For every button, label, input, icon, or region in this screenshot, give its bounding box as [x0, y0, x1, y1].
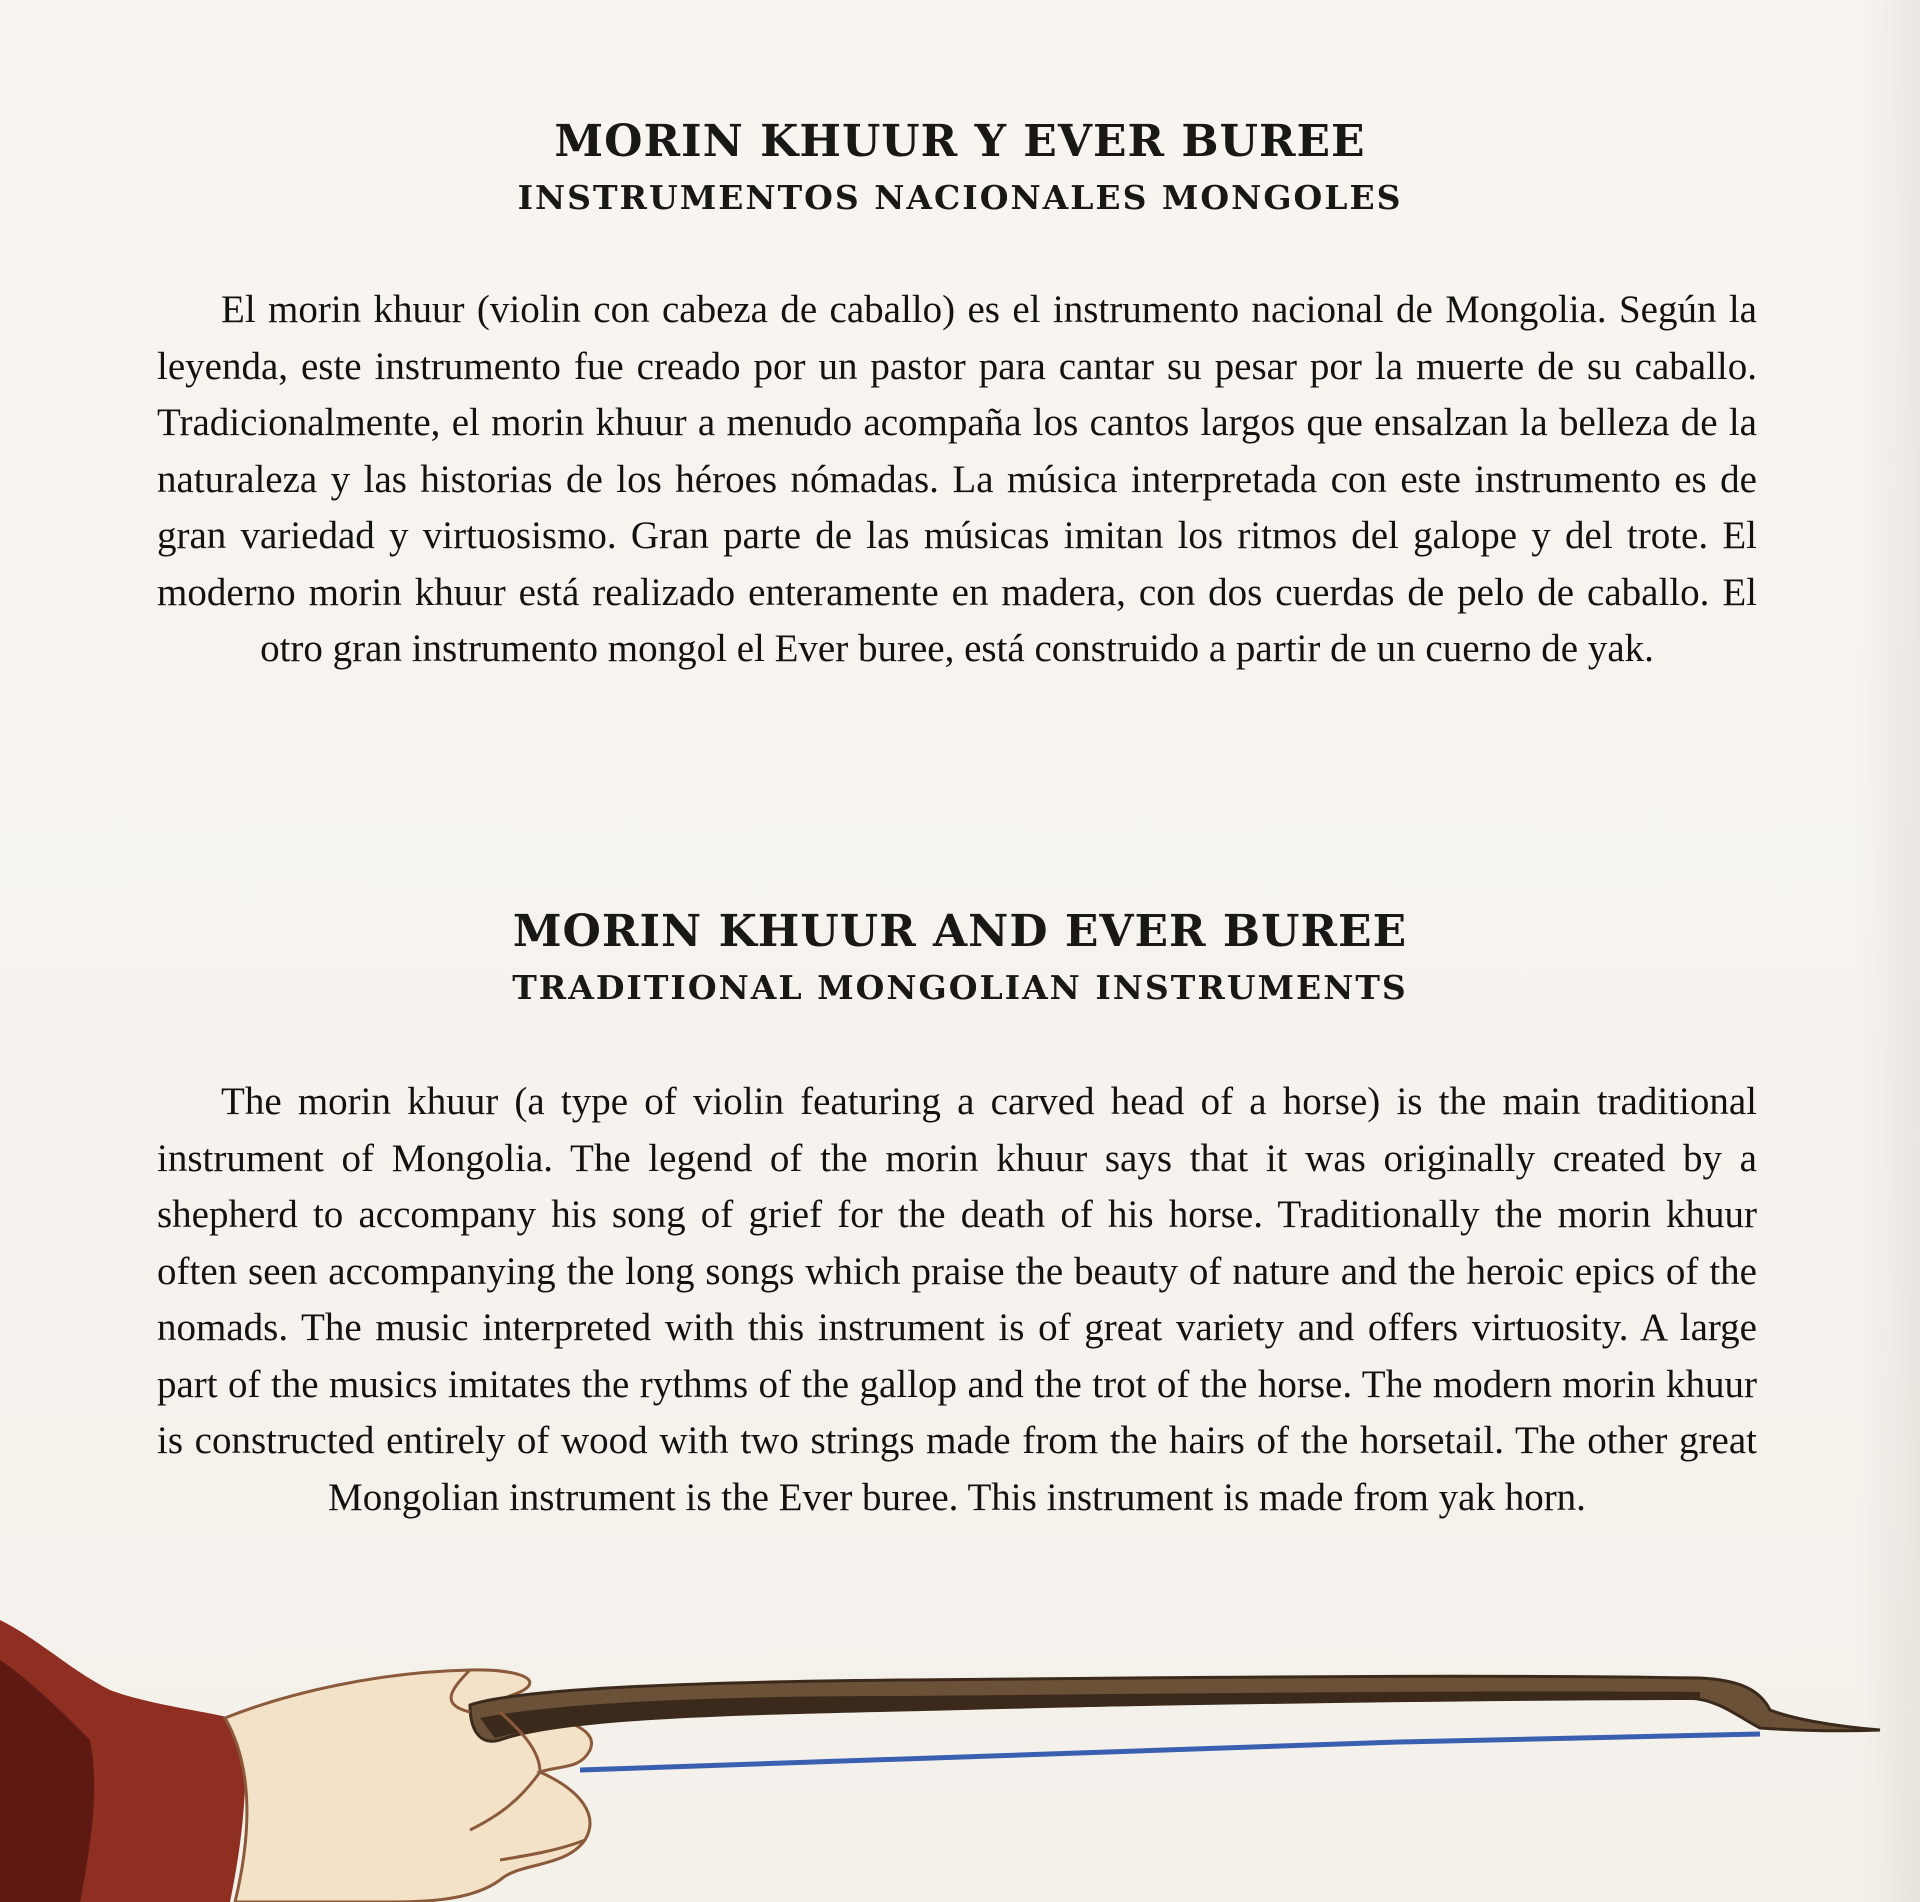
english-subtitle: TRADITIONAL MONGOLIAN INSTRUMENTS [512, 968, 1408, 1007]
english-title: MORIN KHUUR AND EVER BUREE [512, 906, 1408, 957]
english-paragraph: The morin khuur (a type of violin featuring a carved head of a horse) is the main traditional instrument of Mongolia. The legend of the morin khuur says that it was originally created by a shepherd to accompany his song of grief for the death of his horse. Traditionally the morin khuur often seen accompanying the long songs which praise the beauty of nature and the heroic epics of the nomads. The music interpreted with this instrument is of great variety and offers virtuosity. A large part of the musics imitates the rythms of the gallop and the trot of the horse. The modern morin khuur is constructed entirely of wood with two strings made from the hairs of the horsetail. The other great Mongolian instrument is the Ever buree. This instrument is made from yak horn. [157, 1080, 1757, 1519]
spanish-paragraph: El morin khuur (violin con cabeza de caballo) es el instrumento nacional de Mongolia. Según la leyenda, este instrumento fue creado por un pastor para cantar su pesar por la muerte de su caballo. Tradicionalmente, el morin khuur a menudo acompaña los cantos largos que ensalzan la belleza de la naturaleza y las historias de los héroes nómadas. La música interpretada con este instrumento es de gran variedad y virtuosismo. Gran parte de las músicas imitan los ritmos del galope y del trote. El moderno morin khuur está realizado enteramente en madera, con dos cuerdas de pelo de caballo. El otro gran instrumento mongol el Ever buree, está construido a partir de un cuerno de yak. [157, 288, 1757, 670]
hand-holding-bow-illustration [0, 1600, 1920, 1902]
spanish-title: MORIN KHUUR Y EVER BUREE [554, 116, 1366, 167]
spanish-subtitle: INSTRUMENTOS NACIONALES MONGOLES [517, 178, 1403, 217]
bow-hair-line [580, 1734, 1760, 1770]
